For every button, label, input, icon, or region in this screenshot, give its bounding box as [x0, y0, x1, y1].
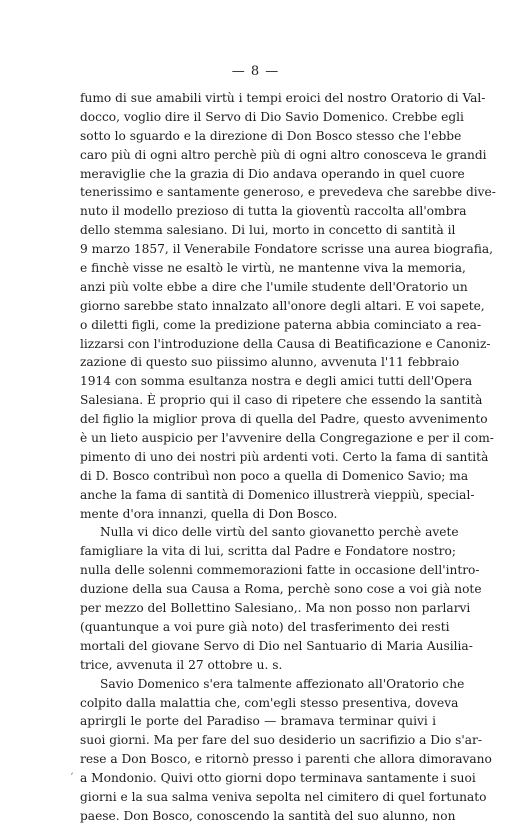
text-line: aprirgli le porte del Paradiso — bramava terminar quivi i [80, 714, 436, 729]
paragraph-1 [80, 89, 496, 523]
paragraph-2 [80, 523, 482, 674]
text-line: zazione di questo suo piissimo alunno, avvenuta l'11 febbraio [80, 355, 460, 370]
text-line: anche la fama di santità di Domenico illustrerà vieppiù, special- [80, 487, 475, 502]
text-line: mente d'ora innanzi, quella di Don Bosco. [80, 506, 338, 521]
text-line: sotto lo sguardo e la direzione di Don Bosco stesso che l'ebbe [80, 128, 462, 143]
text-line: giorno sarebbe stato innalzato all'onore degli altari. E voi sapete, [80, 298, 485, 313]
text-line: nuto il modello prezioso di tutta la gioventù raccolta all'ombra [80, 204, 467, 219]
text-line: o diletti figli, come la predizione paterna abbia cominciato a rea- [80, 317, 482, 332]
body-text [80, 89, 496, 826]
text-line: Savio Domenico s'era talmente affezionato all'Oratorio che [100, 676, 465, 691]
text-line: è un lieto auspicio per l'avvenire della Congregazione e per il com- [80, 431, 494, 446]
text-line: giorni e la sua salma veniva sepolta nel cimitero di quel fortunato [80, 789, 487, 804]
text-line: rese a Don Bosco, e ritornò presso i parenti che allora dimoravano [80, 752, 492, 767]
text-line: meraviglie che la grazia di Dio andava operando in quel cuore [80, 166, 465, 181]
text-line: anzi più volte ebbe a dire che l'umile studente dell'Oratorio un [80, 279, 468, 294]
text-line: tenerissimo e santamente generoso, e prevedeva che sarebbe dive- [80, 185, 496, 200]
text-line: e finchè visse ne esaltò le virtù, ne mantenne viva la memoria, [80, 261, 466, 276]
text-line: mortali del giovane Servo di Dio nel Santuario di Maria Ausilia- [80, 638, 473, 653]
text-line: Nulla vi dico delle virtù del santo giovanetto perchè avete [100, 525, 459, 540]
page-number: — 8 — [231, 64, 280, 79]
text-line: di D. Bosco contribuì non poco a quella di Domenico Savio; ma [80, 468, 469, 483]
text-line: caro più di ogni altro perchè più di ogni altro conosceva le grandi [80, 147, 487, 162]
text-line: nulla delle solenni commemorazioni fatte in occasione dell'intro- [80, 563, 480, 578]
text-line: (quantunque a voi pure già noto) del trasferimento dei resti [80, 619, 450, 634]
text-line: paese. Don Bosco, conoscendo la santità del suo alunno, non [80, 808, 456, 823]
text-line: colpito dalla malattia che, com'egli stesso presentiva, doveva [80, 695, 459, 710]
margin-mark: ʼ [70, 772, 74, 783]
text-line: famigliare la vita di lui, scritta dal Padre e Fondatore nostro; [80, 544, 456, 559]
text-line: Salesiana. È proprio qui il caso di ripetere che essendo la santità [80, 393, 483, 408]
text-line: docco, voglio dire il Servo di Dio Savio Domenico. Crebbe egli [80, 109, 464, 124]
text-line: 9 marzo 1857, il Venerabile Fondatore scrisse una aurea biografia, [80, 242, 493, 257]
text-line: trice, avvenuta il 27 ottobre u. s. [80, 657, 283, 672]
text-line: pimento di uno dei nostri più ardenti voti. Certo la fama di santità [80, 449, 489, 464]
text-line: dello stemma salesiano. Di lui, morto in concetto di santità il [80, 223, 456, 238]
text-line: 1914 con somma esultanza nostra e degli amici tutti dell'Opera [80, 374, 473, 389]
text-line: a Mondonio. Quivi otto giorni dopo terminava santamente i suoi [80, 771, 476, 786]
text-line: per mezzo del Bollettino Salesiano,. Ma non posso non parlarvi [80, 601, 471, 616]
text-line: suoi giorni. Ma per fare del suo desiderio un sacrifizio a Dio s'ar- [80, 733, 482, 748]
text-line: del figlio la miglior prova di quella del Padre, questo avvenimento [80, 412, 488, 427]
text-line: duzione della sua Causa a Roma, perchè sono cose a voi già note [80, 582, 482, 597]
text-line: lizzarsi con l'introduzione della Causa di Beatificazione e Canoniz- [80, 336, 491, 351]
text-line: fumo di sue amabili virtù i tempi eroici del nostro Oratorio di Val- [80, 91, 486, 105]
paragraph-3 [80, 675, 492, 826]
